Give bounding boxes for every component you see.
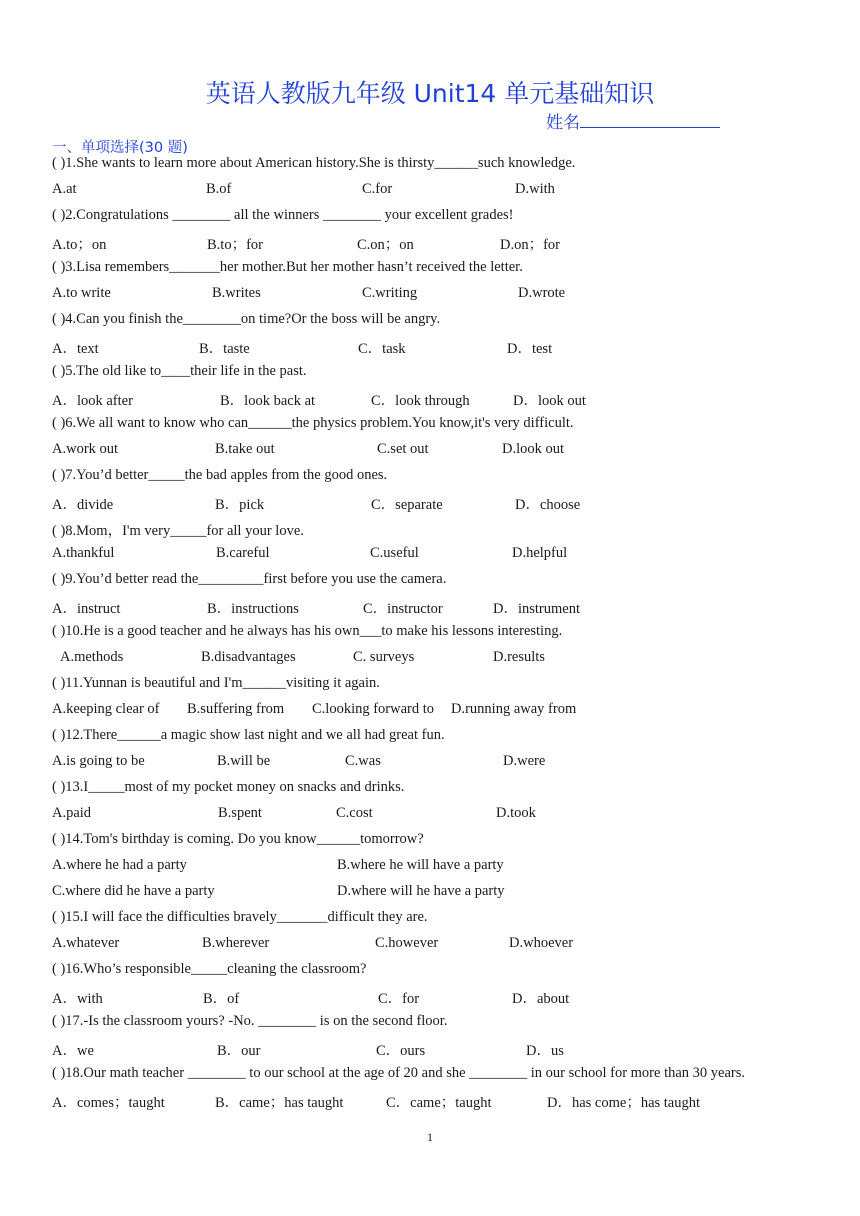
question-stem: ( )8.Mom，I'm very_____for all your love. (52, 523, 304, 539)
answer-option[interactable]: A．text (52, 341, 99, 357)
answer-option[interactable]: C.for (362, 181, 393, 197)
question-stem: ( )10.He is a good teacher and he always has his own___to make his lessons interesting. (52, 623, 563, 639)
answer-option[interactable]: C．for (378, 991, 420, 1007)
answer-option[interactable]: B．instructions (207, 601, 299, 617)
answer-option[interactable]: A．divide (52, 497, 114, 513)
answer-option[interactable]: B.careful (216, 545, 270, 561)
answer-option[interactable]: A．we (52, 1043, 94, 1059)
section-title: 一、单项选择(30 题) (52, 140, 188, 156)
question-stem: ( )1.She wants to learn more about American history.She is thirsty______such knowledge. (52, 155, 576, 171)
answer-option[interactable]: D.took (496, 805, 536, 821)
answer-option[interactable]: C．instructor (363, 601, 443, 617)
answer-option[interactable]: D．test (507, 341, 553, 357)
question-stem: ( )14.Tom's birthday is coming. Do you know______tomorrow? (52, 831, 424, 847)
answer-option[interactable]: A.is going to be (52, 753, 145, 769)
answer-option[interactable]: D．instrument (493, 601, 580, 617)
answer-option[interactable]: D.helpful (512, 545, 568, 561)
answer-option[interactable]: D.look out (502, 441, 565, 457)
answer-option[interactable]: C．separate (371, 497, 443, 513)
answer-option[interactable]: B．came；has taught (215, 1095, 344, 1111)
question-stem: ( )5.The old like to____their life in the past. (52, 363, 307, 379)
question-stem: ( )3.Lisa remembers_______her mother.But her mother hasn’t received the letter. (52, 259, 523, 275)
answer-option[interactable]: C.cost (336, 805, 373, 821)
answer-option[interactable]: C．look through (371, 393, 470, 409)
answer-option[interactable]: D.wrote (518, 285, 566, 301)
answer-option[interactable]: D．look out (513, 393, 586, 409)
page-number: 1 (427, 1130, 433, 1144)
answer-option[interactable]: D．has come；has taught (547, 1095, 701, 1111)
question-stem: ( )4.Can you finish the________on time?Or the boss will be angry. (52, 311, 441, 327)
answer-option[interactable]: C.looking forward to (312, 701, 435, 717)
answer-option[interactable]: B.disadvantages (201, 649, 296, 665)
answer-option[interactable]: B.to；for (207, 237, 263, 253)
answer-option[interactable]: C.where did he have a party (52, 883, 215, 899)
answer-option[interactable]: A.work out (52, 441, 119, 457)
answer-option[interactable]: A.whatever (52, 935, 120, 951)
answer-option[interactable]: B.suffering from (187, 701, 285, 717)
question-stem: ( )18.Our math teacher ________ to our school at the age of 20 and she ________ in our school for more than 30 years. (52, 1065, 746, 1081)
answer-option[interactable]: A.to；on (52, 237, 107, 253)
answer-option[interactable]: D.running away from (451, 701, 577, 717)
answer-option[interactable]: A.keeping clear of (52, 701, 160, 717)
answer-option[interactable]: D.with (515, 181, 555, 197)
name-field[interactable] (546, 108, 720, 133)
question-stem: ( )6.We all want to know who can______the physics problem.You know,it's very difficult. (52, 415, 574, 431)
answer-option[interactable]: B．our (217, 1043, 261, 1059)
answer-option[interactable]: B.spent (218, 805, 262, 821)
answer-option[interactable]: D.on；for (500, 237, 561, 253)
answer-option[interactable]: A．look after (52, 393, 133, 409)
question-stem: ( )9.You’d better read the_________first before you use the camera. (52, 571, 447, 587)
answer-option[interactable]: A.at (52, 181, 77, 197)
answer-option[interactable]: C．came；taught (386, 1095, 492, 1111)
page-title: 英语人教版九年级 Unit14 单元基础知识 (205, 79, 655, 108)
answer-option[interactable]: B.where he will have a party (337, 857, 504, 873)
answer-option[interactable]: C.however (375, 935, 439, 951)
answer-option[interactable]: D．us (526, 1043, 564, 1059)
answer-option[interactable]: B.writes (212, 285, 261, 301)
answer-option[interactable]: B.will be (217, 753, 271, 769)
answer-option[interactable]: A．with (52, 991, 103, 1007)
question-stem: ( )11.Yunnan is beautiful and I'm______visiting it again. (52, 675, 380, 691)
answer-option[interactable]: B.take out (215, 441, 275, 457)
answer-option[interactable]: B.wherever (202, 935, 270, 951)
answer-option[interactable]: D．choose (515, 497, 581, 513)
answer-option[interactable]: C. surveys (353, 649, 415, 665)
question-stem: ( )17.-Is the classroom yours? -No. ________ is on the second floor. (52, 1013, 448, 1029)
question-stem: ( )7.You’d better_____the bad apples from the good ones. (52, 467, 388, 483)
name-blank-line[interactable] (580, 113, 720, 128)
answer-option[interactable]: C.was (345, 753, 381, 769)
answer-option[interactable]: A.methods (60, 649, 124, 665)
answer-option[interactable]: B．taste (199, 341, 250, 357)
answer-option[interactable]: A．comes；taught (52, 1095, 165, 1111)
answer-option[interactable]: C．task (358, 341, 406, 357)
question-stem: ( )12.There______a magic show last night and we all had great fun. (52, 727, 445, 743)
answer-option[interactable]: D.where will he have a party (337, 883, 505, 899)
answer-option[interactable]: C.set out (377, 441, 429, 457)
answer-option[interactable]: A.thankful (52, 545, 115, 561)
answer-option[interactable]: C.writing (362, 285, 418, 301)
answer-option[interactable]: A．instruct (52, 601, 121, 617)
answer-option[interactable]: D.were (503, 753, 546, 769)
answer-option[interactable]: D.results (493, 649, 545, 665)
answer-option[interactable]: A.to write (52, 285, 111, 301)
answer-option[interactable]: A.where he had a party (52, 857, 187, 873)
answer-option[interactable]: C．ours (376, 1043, 426, 1059)
question-stem: ( )16.Who’s responsible_____cleaning the classroom? (52, 961, 367, 977)
question-stem: ( )15.I will face the difficulties bravely_______difficult they are. (52, 909, 428, 925)
answer-option[interactable]: D．about (512, 991, 570, 1007)
answer-option[interactable]: B.of (206, 181, 232, 197)
answer-option[interactable]: C.on；on (357, 237, 414, 253)
question-stem: ( )2.Congratulations ________ all the winners ________ your excellent grades! (52, 207, 514, 223)
answer-option[interactable]: A.paid (52, 805, 92, 821)
answer-option[interactable]: B．pick (215, 497, 265, 513)
answer-option[interactable]: D.whoever (509, 935, 574, 951)
answer-option[interactable]: C.useful (370, 545, 419, 561)
name-label: 姓名 (546, 113, 580, 133)
answer-option[interactable]: B．look back at (220, 393, 316, 409)
question-stem: ( )13.I_____most of my pocket money on snacks and drinks. (52, 779, 405, 795)
answer-option[interactable]: B．of (203, 991, 240, 1007)
